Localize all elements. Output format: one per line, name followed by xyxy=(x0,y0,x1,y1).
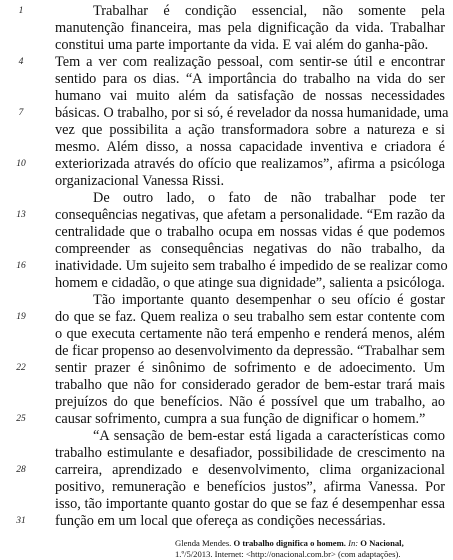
line-number xyxy=(14,173,28,190)
line-number xyxy=(14,292,28,309)
text-line: exteriorizada através do ofício que realizamos”, afirma a psicóloga xyxy=(55,156,445,172)
citation-line-1 xyxy=(175,538,447,549)
text-line: Tão importante quanto desempenhar o seu ofício é gostar xyxy=(93,292,445,308)
line-number xyxy=(14,326,28,343)
line-number: 7 xyxy=(18,108,24,118)
citation-date-internet: 1.º/5/2013. Internet: <http://onacional.com.br> (com adaptações). xyxy=(175,549,401,559)
text-line: função em um local que ofereça as condições necessárias. xyxy=(55,513,386,529)
text-line: trabalho que não for considerado gerador de bem-estar trará mais xyxy=(55,377,445,393)
citation-publication: O Nacional, xyxy=(360,538,404,548)
text-line: isso, tão importante quanto gostar do que se faz é desempenhar essa xyxy=(55,496,445,512)
line-number xyxy=(14,20,28,37)
citation-title: O trabalho dignifica o homem. xyxy=(233,538,346,548)
line-number xyxy=(14,139,28,156)
line-number xyxy=(14,428,28,445)
line-number xyxy=(14,71,28,88)
line-number: 10 xyxy=(16,159,26,169)
text-line: consequências negativas, que afetam a personalidade. “Em razão da xyxy=(55,207,445,223)
source-citation xyxy=(175,538,447,560)
line-number xyxy=(14,496,28,513)
citation-in-label: In: xyxy=(348,538,359,548)
text-line: trabalho estimulante e desafiador, possibilidade de crescimento na xyxy=(55,445,445,461)
line-number: 1 xyxy=(18,6,24,16)
text-line: causar sofrimento, cumpra a sua função de dignificar o homem.” xyxy=(55,411,426,427)
text-line: humano vai muito além da satisfação de nossas necessidades xyxy=(55,88,445,104)
line-number xyxy=(14,37,28,54)
line-number xyxy=(14,377,28,394)
text-line: o que executa certamente não terá empenho e renderá menos, além xyxy=(55,326,445,342)
text-line: “A sensação de bem-estar está ligada a características como xyxy=(93,428,445,444)
text-line: manutenção financeira, mas pela dignificação da vida. Trabalhar xyxy=(55,20,445,36)
line-number xyxy=(14,241,28,258)
text-line: compreender as consequências negativas do não trabalho, da xyxy=(55,241,445,257)
text-line: mesmo. Além disso, a nossa capacidade inventiva e criadora é xyxy=(55,139,445,155)
text-line: sentido para os dias. “A importância do trabalho na vida do ser xyxy=(55,71,445,87)
citation-author: Glenda Mendes. xyxy=(175,538,232,548)
line-number xyxy=(14,224,28,241)
line-number: 25 xyxy=(16,414,26,424)
text-line: de ficar propenso ao desenvolvimento da depressão. “Trabalhar sem xyxy=(55,343,445,359)
line-number: 13 xyxy=(16,210,26,220)
line-number: 31 xyxy=(16,516,26,526)
text-line: homem e cidadão, o que atinge sua dignidade”, salienta a psicóloga. xyxy=(55,275,445,291)
line-number xyxy=(14,122,28,139)
text-line: básicas. O trabalho, por si só, é revelador da nossa humanidade, uma xyxy=(55,105,449,121)
text-line: constitui uma parte importante da vida. E vai além do ganha-pão. xyxy=(55,37,429,53)
line-number xyxy=(14,479,28,496)
text-line: centralidade que o trabalho ocupa em nossas vidas é que podemos xyxy=(55,224,445,240)
text-line: Tem a ver com realização pessoal, com sentir-se útil e encontrar xyxy=(55,54,445,70)
line-number xyxy=(14,394,28,411)
text-line: prejuízos do que benefícios. Não é possível que um trabalho, ao xyxy=(55,394,445,410)
text-line: sentir prazer é sinônimo de sofrimento e de adoecimento. Um xyxy=(55,360,445,376)
text-line: De outro lado, o fato de não trabalhar pode ter xyxy=(93,190,445,206)
text-line: vez que possibilita a ação transformadora sobre a natureza e si xyxy=(55,122,445,138)
line-number xyxy=(14,190,28,207)
line-number xyxy=(14,88,28,105)
text-line: do que se faz. Quem realiza o seu trabalho sem estar contente com xyxy=(55,309,445,325)
text-line: positivo, remuneração e benefícios justos”, afirma Vanessa. Por xyxy=(55,479,445,495)
line-number xyxy=(14,445,28,462)
line-number: 22 xyxy=(16,363,26,373)
text-line: organizacional Vanessa Rissi. xyxy=(55,173,225,189)
line-number: 4 xyxy=(18,57,24,67)
text-line: Trabalhar é condição essencial, não somente pela xyxy=(93,3,445,19)
text-line: carreira, aprendizado e desenvolvimento, clima organizacional xyxy=(55,462,445,478)
text-line: inatividade. Um sujeito sem trabalho é impedido de se realizar como xyxy=(55,258,448,274)
line-number: 19 xyxy=(16,312,26,322)
line-number: 16 xyxy=(16,261,26,271)
line-number xyxy=(14,275,28,292)
line-number xyxy=(14,343,28,360)
line-number: 28 xyxy=(16,465,26,475)
